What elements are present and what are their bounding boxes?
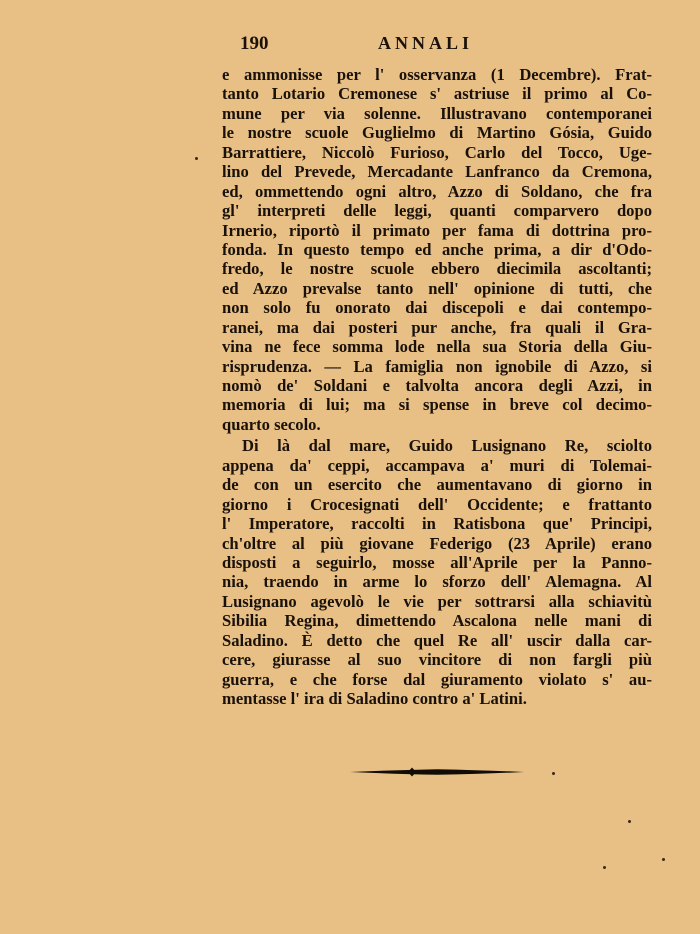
paper-speck bbox=[662, 858, 665, 861]
paper-speck bbox=[628, 820, 631, 823]
text-line: appena da' ceppi, accampava a' muri di Tolemai- bbox=[222, 455, 652, 475]
text-line: mentasse l' ira di Saladino contro a' Latini. bbox=[222, 689, 527, 708]
paper-speck bbox=[195, 157, 198, 160]
text-line: risprudenza. — La famiglia non ignobile di Azzo, si bbox=[222, 356, 652, 376]
text-line: giorno i Crocesignati dell' Occidente; e frattanto bbox=[222, 494, 652, 514]
text-line: lino del Prevede, Mercadante Lanfranco da Cremona, bbox=[222, 162, 652, 182]
page-number: 190 bbox=[240, 33, 269, 54]
text-line: nia, traendo in arme lo sforzo dell' Alemagna. Al bbox=[222, 572, 652, 592]
body-text bbox=[222, 65, 652, 708]
paragraph-1 bbox=[222, 65, 652, 434]
text-line: ranei, ma dai posteri pur anche, fra quali il Gra- bbox=[222, 317, 652, 337]
tailpiece-ornament-icon bbox=[348, 765, 526, 779]
text-line: fonda. In questo tempo ed anche prima, a dir d'Odo- bbox=[222, 239, 652, 259]
text-line: Saladino. È detto che quel Re all' uscir dalla car- bbox=[222, 630, 652, 650]
paper-speck bbox=[603, 866, 606, 869]
text-line: le nostre scuole Guglielmo di Martino Gósia, Guido bbox=[222, 123, 652, 143]
text-line: l' Imperatore, raccolti in Ratisbona que' Principi, bbox=[222, 514, 652, 534]
text-line: ed Azzo prevalse tanto nell' opinione di tutti, che bbox=[222, 278, 652, 298]
text-line: mune per via solenne. Illustravano contemporanei bbox=[222, 103, 652, 123]
text-line: disposti a seguirlo, mosse all'Aprile per la Panno- bbox=[222, 552, 652, 572]
text-line: ed, ommettendo ogni altro, Azzo di Soldano, che fra bbox=[222, 181, 652, 201]
text-line: Barrattiere, Niccolò Furioso, Carlo del Tocco, Uge- bbox=[222, 142, 652, 162]
text-line: non solo fu onorato dai discepoli e dai contempo- bbox=[222, 298, 652, 318]
text-line: cere, giurasse al suo vincitore di non fargli più bbox=[222, 650, 652, 670]
text-line: ch'oltre al più giovane Federigo (23 Aprile) erano bbox=[222, 533, 652, 553]
text-line: e ammonisse per l' osservanza (1 Decembre). Frat- bbox=[222, 65, 652, 84]
text-line: memoria di lui; ma si spense in breve col decimo- bbox=[222, 395, 652, 415]
text-line: Di là dal mare, Guido Lusignano Re, sciolto bbox=[242, 436, 652, 456]
text-line: gl' interpreti delle leggi, quanti comparvero dopo bbox=[222, 201, 652, 221]
text-line: Sibilia Regina, dimettendo Ascalona nelle mani di bbox=[222, 611, 652, 631]
text-line: guerra, e che forse dal giuramento violato s' au- bbox=[222, 669, 652, 689]
running-head: ANNALI bbox=[378, 33, 474, 53]
text-line: tanto Lotario Cremonese s' astriuse il primo al Co- bbox=[222, 84, 652, 104]
text-line: de con un esercito che aumentavano di giorno in bbox=[222, 475, 652, 495]
paragraph-2 bbox=[222, 436, 652, 708]
text-line: quarto secolo. bbox=[222, 414, 321, 434]
paper-speck bbox=[552, 772, 555, 775]
text-line: Irnerio, riportò il primato per fama di dottrina pro- bbox=[222, 220, 652, 240]
text-line: nomò de' Soldani e talvolta ancora degli Azzi, in bbox=[222, 376, 652, 395]
text-line: fredo, le nostre scuole ebbero diecimila ascoltanti; bbox=[222, 259, 652, 279]
text-line: Lusignano agevolò le vie per sottrarsi alla schiavitù bbox=[222, 591, 652, 611]
text-line: vina ne fece somma lode nella sua Storia della Giu- bbox=[222, 337, 652, 357]
